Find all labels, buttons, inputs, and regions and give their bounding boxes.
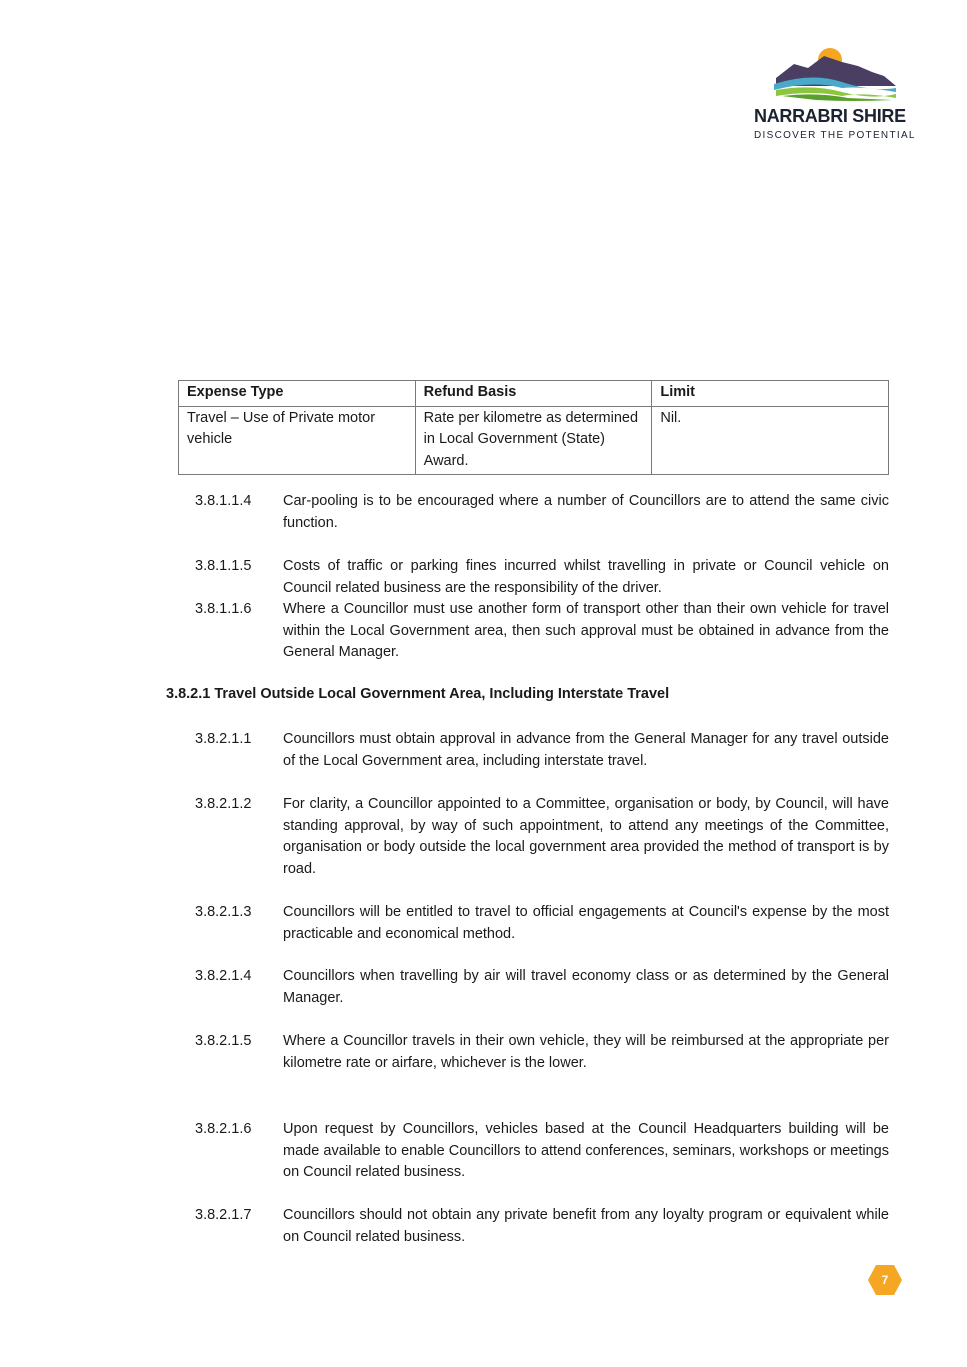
clause-number: 3.8.2.1.4: [195, 968, 252, 984]
clause-number: 3.8.2.1.5: [195, 1033, 252, 1049]
clause-text: Upon request by Councillors, vehicles based at the Council Headquarters building will be made available to enable Councillors to attend conferences, seminars, workshops or meetings on Council related business.: [283, 1121, 889, 1181]
clause-text: Councillors when travelling by air will travel economy class or as determined by the General Manager.: [283, 968, 889, 1006]
clause-number: 3.8.2.1.6: [195, 1121, 252, 1137]
expense-table: [178, 380, 889, 475]
clause-text: Costs of traffic or parking fines incurred whilst travelling in private or Council vehicle on Council related business are the responsibility of the driver.: [283, 558, 889, 596]
brand-tagline: DISCOVER THE POTENTIAL: [754, 130, 916, 141]
section-heading: 3.8.2.1 Travel Outside Local Government Area, Including Interstate Travel: [166, 686, 670, 702]
page-number-badge: [867, 1264, 903, 1296]
clause-3-8-2-1-5: [195, 1031, 889, 1074]
header-limit: Limit: [652, 381, 889, 407]
clause-text: For clarity, a Councillor appointed to a Committee, organisation or body, by Council, will have standing approval, by way of such appointment, to attend any meetings of the Committee, organisation or body outside the local government area provided the method of transport is by road.: [283, 796, 889, 878]
clause-text: Where a Councillor travels in their own vehicle, they will be reimbursed at the appropriate per kilometre rate or airfare, whichever is the lower.: [283, 1033, 889, 1071]
clause-number: 3.8.2.1.2: [195, 796, 252, 812]
page-number: 7: [881, 1273, 889, 1287]
brand-name: NARRABRI SHIRE: [754, 106, 906, 126]
clause-3-8-1-1-6: [195, 599, 889, 664]
clause-text: Councillors must obtain approval in advance from the General Manager for any travel outside of the Local Government area, including interstate travel.: [283, 731, 889, 769]
narrabri-shire-logo: [750, 46, 925, 146]
cell-expense-type: Travel – Use of Private motor vehicle: [179, 406, 416, 475]
landscape-logo-icon: [772, 46, 897, 104]
clause-3-8-1-1-5: [195, 556, 889, 599]
clause-3-8-2-1-2: [195, 794, 889, 881]
clause-number: 3.8.1.1.4: [195, 493, 252, 509]
clause-number: 3.8.2.1.7: [195, 1207, 252, 1223]
clause-number: 3.8.1.1.6: [195, 601, 252, 617]
clause-3-8-2-1-3: [195, 902, 889, 945]
table-row: [179, 406, 889, 475]
clause-text: Councillors should not obtain any private benefit from any loyalty program or equivalent while on Council related business.: [283, 1207, 889, 1245]
clause-number: 3.8.1.1.5: [195, 558, 252, 574]
header-expense-type: Expense Type: [179, 381, 416, 407]
cell-refund-basis: Rate per kilometre as determined in Local Government (State) Award.: [415, 406, 652, 475]
header-refund-basis: Refund Basis: [415, 381, 652, 407]
clause-text: Where a Councillor must use another form of transport other than their own vehicle for travel within the Local Government area, then such approval must be obtained in advance from the General Manager.: [283, 601, 889, 661]
table-header-row: [179, 381, 889, 407]
clause-3-8-1-1-4: [195, 491, 889, 534]
clause-text: Councillors will be entitled to travel to official engagements at Council's expense by the most practicable and economical method.: [283, 904, 889, 942]
clause-number: 3.8.2.1.1: [195, 731, 252, 747]
cell-limit: Nil.: [652, 406, 889, 475]
clause-3-8-2-1-6: [195, 1119, 889, 1184]
clause-number: 3.8.2.1.3: [195, 904, 252, 920]
clause-text: Car-pooling is to be encouraged where a number of Councillors are to attend the same civic function.: [283, 493, 889, 531]
clause-3-8-2-1-7: [195, 1205, 889, 1248]
clause-3-8-2-1-4: [195, 966, 889, 1009]
clause-3-8-2-1-1: [195, 729, 889, 772]
